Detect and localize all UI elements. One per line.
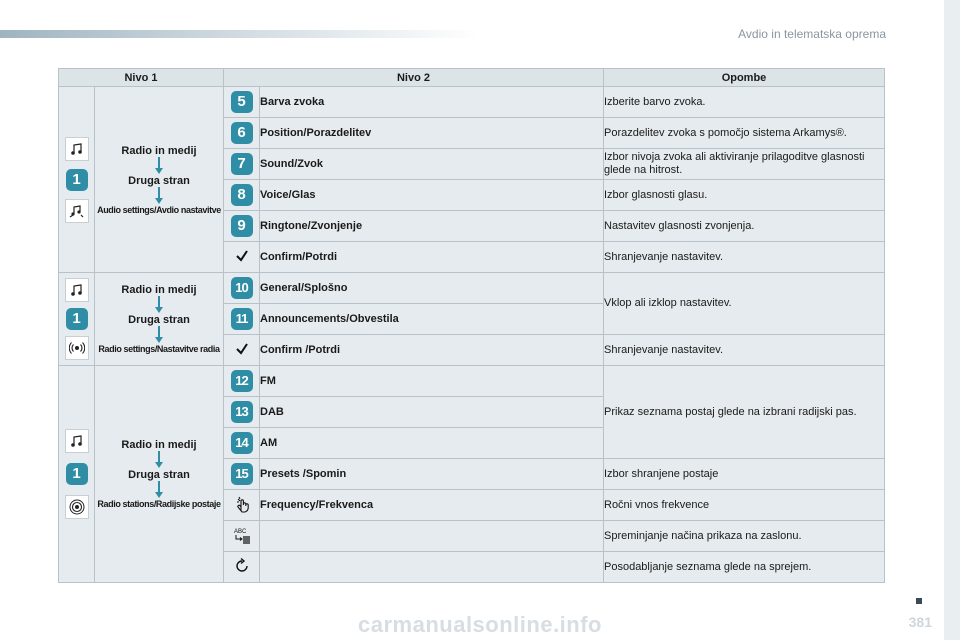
audio-settings-icon — [65, 199, 89, 223]
flow-step-audio-settings: Audio settings/Avdio nastavitve — [97, 204, 221, 215]
note: Vklop ali izklop nastavitev. — [604, 273, 885, 335]
step-badge: 1 — [66, 169, 88, 191]
note: Prikaz seznama postaj glede na izbrani radijski pas. — [604, 366, 885, 459]
note: Izbor nivoja zvoka ali aktiviranje prilagoditve glasnosti glede na hitrost. — [604, 149, 885, 180]
flow-step-other-page: Druga stran — [128, 174, 190, 187]
note: Posodabljanje seznama glede na sprejem. — [604, 552, 885, 583]
flow-step-radio: Radio in medij — [121, 439, 197, 451]
step-badge: 13 — [231, 401, 253, 423]
decorative-top-bar — [0, 30, 480, 38]
level2-label: Announcements/Obvestila — [260, 304, 604, 335]
flow-step-other-page: Druga stran — [128, 469, 190, 481]
level1-flow — [95, 366, 224, 583]
section-title: Avdio in telematska oprema — [738, 27, 886, 41]
level1-icons — [59, 366, 95, 583]
down-arrow-icon — [154, 157, 164, 175]
flow-step-radio-stations: Radio stations/Radijske postaje — [97, 499, 221, 509]
level2-label: Presets /Spomin — [260, 459, 604, 490]
step-badge: 9 — [231, 215, 253, 237]
level1-flow — [95, 87, 224, 273]
level1-icons — [59, 273, 95, 366]
level2-marker — [224, 335, 260, 366]
refresh-icon — [233, 557, 251, 575]
level2-label: DAB — [260, 397, 604, 428]
level2-marker — [224, 459, 260, 490]
level2-marker — [224, 521, 260, 552]
hand-touch-icon — [233, 495, 251, 513]
note: Spreminjanje načina prikaza na zaslonu. — [604, 521, 885, 552]
step-badge: 6 — [231, 122, 253, 144]
note: Izbor shranjene postaje — [604, 459, 885, 490]
column-header-opombe: Opombe — [604, 69, 885, 87]
level2-marker — [224, 366, 260, 397]
page-marker — [916, 598, 922, 604]
music-note-icon — [65, 137, 89, 161]
step-badge: 11 — [231, 308, 253, 330]
level2-marker — [224, 552, 260, 583]
note: Shranjevanje nastavitev. — [604, 335, 885, 366]
level1-icons — [59, 87, 95, 273]
down-arrow-icon — [154, 326, 164, 344]
page-edge-strip — [944, 0, 960, 640]
level2-marker — [224, 118, 260, 149]
step-badge: 12 — [231, 370, 253, 392]
level2-marker — [224, 211, 260, 242]
level2-label: Barva zvoka — [260, 87, 604, 118]
step-badge: 7 — [231, 153, 253, 175]
radio-settings-icon — [65, 336, 89, 360]
page-number: 381 — [908, 614, 932, 630]
note: Shranjevanje nastavitev. — [604, 242, 885, 273]
level2-label: Voice/Glas — [260, 180, 604, 211]
level2-label — [260, 552, 604, 583]
note: Porazdelitev zvoka s pomočjo sistema Arkamys®. — [604, 118, 885, 149]
level2-label: Position/Porazdelitev — [260, 118, 604, 149]
level2-marker — [224, 490, 260, 521]
level2-label: AM — [260, 428, 604, 459]
down-arrow-icon — [154, 296, 164, 314]
level2-marker — [224, 149, 260, 180]
level2-marker — [224, 428, 260, 459]
level2-marker — [224, 242, 260, 273]
level2-marker — [224, 397, 260, 428]
table-row — [59, 366, 885, 397]
step-badge: 5 — [231, 91, 253, 113]
column-header-nivo1: Nivo 1 — [59, 69, 224, 87]
note: Ročni vnos frekvence — [604, 490, 885, 521]
note: Izbor glasnosti glasu. — [604, 180, 885, 211]
level2-label: General/Splošno — [260, 273, 604, 304]
music-note-icon — [65, 429, 89, 453]
note: Izberite barvo zvoka. — [604, 87, 885, 118]
level2-label: Sound/Zvok — [260, 149, 604, 180]
flow-step-radio: Radio in medij — [121, 284, 197, 296]
step-badge: 1 — [66, 308, 88, 330]
step-badge: 1 — [66, 463, 88, 485]
flow-step-other-page: Druga stran — [128, 314, 190, 326]
step-badge: 8 — [231, 184, 253, 206]
down-arrow-icon — [154, 451, 164, 469]
radio-stations-icon — [65, 495, 89, 519]
checkmark-icon — [235, 342, 249, 356]
level2-label — [260, 521, 604, 552]
checkmark-icon — [235, 249, 249, 263]
note: Nastavitev glasnosti zvonjenja. — [604, 211, 885, 242]
level2-marker — [224, 180, 260, 211]
table-row — [59, 87, 885, 118]
down-arrow-icon — [154, 481, 164, 499]
level2-marker — [224, 273, 260, 304]
level2-label: Confirm/Potrdi — [260, 242, 604, 273]
table-row — [59, 273, 885, 304]
level2-label: FM — [260, 366, 604, 397]
level1-flow — [95, 273, 224, 366]
watermark: carmanualsonline.info — [358, 612, 602, 637]
music-note-icon — [65, 278, 89, 302]
level2-label: Frequency/Frekvenca — [260, 490, 604, 521]
down-arrow-icon — [154, 187, 164, 205]
flow-step-radio-settings: Radio settings/Nastavitve radia — [98, 344, 220, 354]
step-badge: 15 — [231, 463, 253, 485]
column-header-nivo2: Nivo 2 — [224, 69, 604, 87]
level2-marker — [224, 304, 260, 335]
settings-table — [58, 68, 885, 583]
level2-label: Confirm /Potrdi — [260, 335, 604, 366]
svg-text:ABC: ABC — [233, 528, 246, 535]
step-badge: 14 — [231, 432, 253, 454]
level2-label: Ringtone/Zvonjenje — [260, 211, 604, 242]
display-mode-icon — [233, 526, 251, 544]
step-badge: 10 — [231, 277, 253, 299]
level2-marker — [224, 87, 260, 118]
flow-step-radio: Radio in medij — [121, 144, 197, 157]
